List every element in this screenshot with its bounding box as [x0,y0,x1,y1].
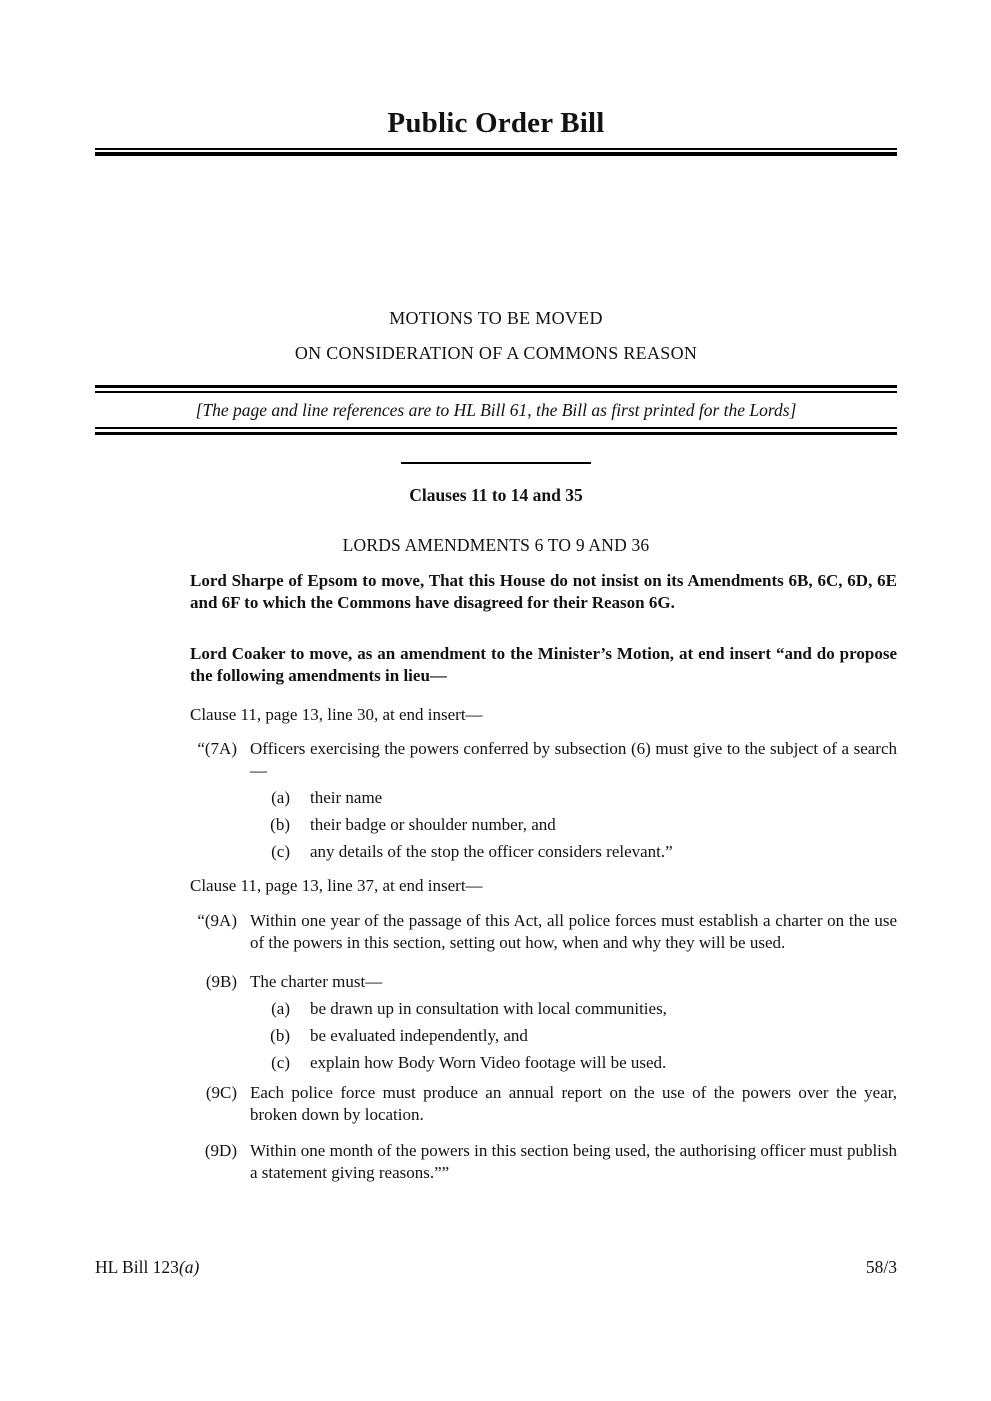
subsection-text: Within one month of the powers in this section being used, the authorising officer must publish a statement giving reasons.”” [250,1141,897,1182]
item-text: any details of the stop the officer considers relevant.” [310,842,673,861]
item-text: be drawn up in consultation with local communities, [310,999,667,1018]
item-text: their name [310,788,383,807]
subsection-label: (9D) [204,1141,237,1160]
subsection-text: Officers exercising the powers conferred by subsection (6) must give to the subject of a search— [250,739,897,780]
item-label: (c) [271,842,290,861]
item-label: (a) [271,788,290,807]
clauses-heading: Clauses 11 to 14 and 35 [409,485,583,505]
motion-paragraph-lord-sharpe: Lord Sharpe of Epsom to move, That this House do not insist on its Amendments 6B, 6C, 6D, 6E and 6F to which the Commons have disagreed for their Reason 6G. [190,571,897,612]
list-item-c [95,1052,897,1074]
subsection-9B [95,971,897,993]
list-item-b [95,814,897,836]
reference-box-bottom-rule [95,427,897,435]
reference-note-box [95,385,897,435]
list-item-b [95,1025,897,1047]
list-item-c [95,841,897,863]
item-label: (b) [270,815,290,834]
item-label: (a) [271,999,290,1018]
subsection-text: Within one year of the passage of this Act, all police forces must establish a charter on the use of the powers in this section, setting out how, when and why they will be used. [250,911,897,952]
bill-number [95,1256,199,1278]
item-text: explain how Body Worn Video footage will be used. [310,1053,667,1072]
subsection-label: “(7A) [197,739,237,758]
item-text: their badge or shoulder number, and [310,815,556,834]
bill-number-text: HL Bill 123 [95,1257,179,1277]
subsection-text: The charter must— [250,972,383,991]
subsection-7A [95,738,897,782]
motions-heading-line2: ON CONSIDERATION OF A COMMONS REASON [294,343,698,363]
item-label: (b) [270,1026,290,1045]
amendment-instruction: Clause 11, page 13, line 30, at end insert— [190,705,483,724]
reference-note: [The page and line references are to HL Bill 61, the Bill as first printed for the Lords] [195,400,797,420]
amendment-instruction: Clause 11, page 13, line 37, at end insert— [190,876,483,895]
lords-amendments-heading: LORDS AMENDMENTS 6 TO 9 AND 36 [342,535,650,555]
subsection-label: (9C) [205,1083,237,1102]
subsection-label: “(9A) [197,911,237,930]
subsection-9C [95,1082,897,1126]
subsection-9D [95,1140,897,1184]
bill-number-suffix: (a) [178,1257,200,1277]
section-divider-rule [401,462,591,464]
subsection-label: (9B) [205,972,237,991]
subsection-9A [95,910,897,954]
item-text: be evaluated independently, and [310,1026,528,1045]
list-item-a [95,998,897,1020]
title-divider-rule [95,148,897,156]
page-footer [95,1256,897,1278]
item-label: (c) [271,1053,290,1072]
motion-paragraph-lord-coaker: Lord Coaker to move, as an amendment to the Minister’s Motion, at end insert “and do propose the following amendments in lieu— [190,644,897,685]
serial-number: 58/3 [865,1257,897,1277]
reference-box-top-rule [95,385,897,393]
motions-heading-line1: MOTIONS TO BE MOVED [389,308,603,328]
page-title: Public Order Bill [387,107,605,139]
subsection-text: Each police force must produce an annual report on the use of the powers over the year, broken down by location. [250,1083,897,1124]
list-item-a [95,787,897,809]
